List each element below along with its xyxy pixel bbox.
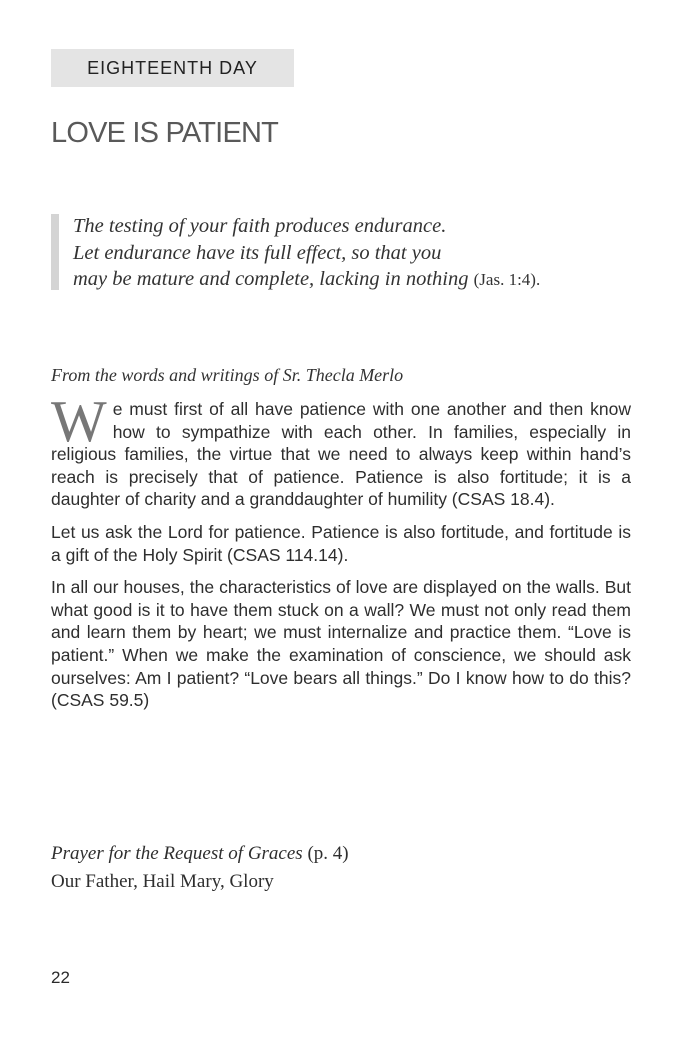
page-number: 22 [51, 968, 70, 987]
paragraph-3: In all our houses, the characteristics of love are displayed on the walls. But what good is it to have them stuck on a wall? We must not only read them and learn them by heart; we must internalize and practice them. “Love is patient.” When we make the examination of conscience, we should ask ourselves: Am I patient? “Love bears all things.” Do I know how to do this? (CSAS 59.5) [51, 577, 631, 711]
day-label: EIGHTEENTH DAY [87, 57, 258, 78]
prayer-title-line [51, 840, 349, 868]
scripture-quote [73, 213, 643, 294]
prayer-page-ref: (p. 4) [302, 843, 349, 864]
quote-bar [51, 214, 59, 290]
prayer-title: Prayer for the Request of Graces [51, 843, 303, 864]
quote-line-text: may be mature and complete, lacking in nothing [73, 268, 469, 290]
attribution: From the words and writings of Sr. Thecla Merlo [51, 365, 404, 385]
quote-line: The testing of your faith produces endurance. [73, 215, 447, 237]
paragraph-1 [51, 388, 631, 511]
paragraph-2: Let us ask the Lord for patience. Patience is also fortitude, and fortitude is a gift of the Holy Spirit (CSAS 114.14). [51, 521, 631, 565]
scripture-reference: (Jas. 1:4). [473, 270, 541, 289]
page-title: LOVE IS PATIENT [51, 117, 279, 149]
drop-cap: W [51, 388, 107, 454]
body-text [51, 388, 631, 722]
quote-line-last [73, 266, 643, 294]
day-banner [51, 49, 294, 87]
paragraph-1-text: e must first of all have patience with one another and then know how to sympathize with each other. In families, especially in religious families, the virtue that we need to always keep within hand’s reach is precisely that of patience. Patience is also fortitude; it is a daughter of charity and a granddaughter of humility (CSAS 18.4). [51, 399, 631, 510]
quote-line: Let endurance have its full effect, so that you [73, 241, 442, 264]
prayer-section [51, 840, 349, 896]
prayer-list: Our Father, Hail Mary, Glory [51, 871, 274, 892]
